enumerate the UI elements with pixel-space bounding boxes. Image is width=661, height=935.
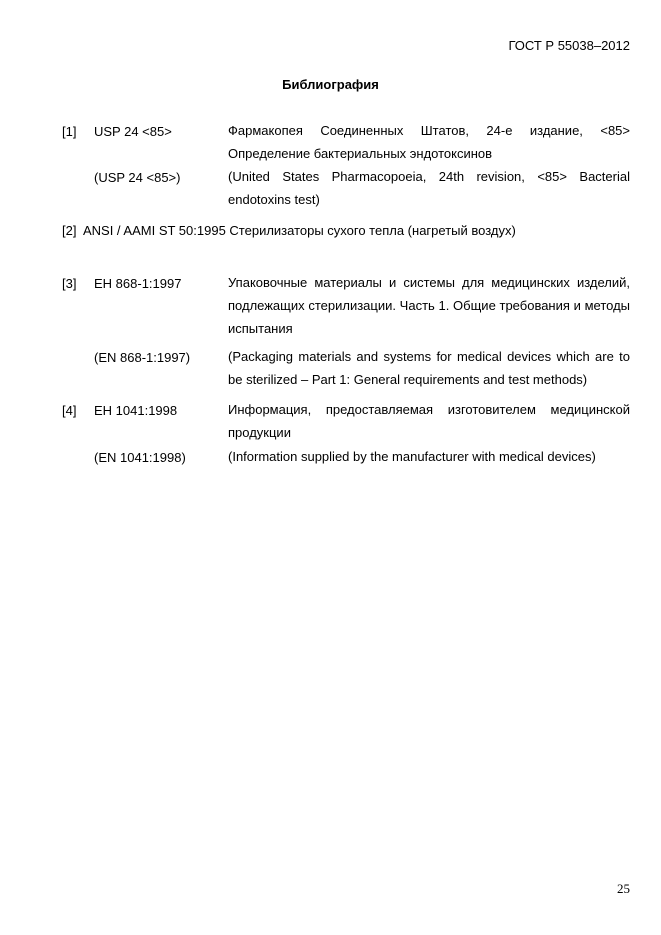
page-title: Библиография: [282, 77, 379, 92]
entry-4-number: [4]: [62, 403, 77, 418]
entry-3-description: Упаковочные материалы и системы для медицинских изделий, подлежащих стерилизации. Часть 1. Общие требования и методы испытания: [228, 275, 630, 336]
entry-1-number: [1]: [62, 124, 77, 139]
document-code-header: ГОСТ Р 55038–2012: [508, 38, 630, 53]
entry-4-description: Информация, предоставляемая изготовителем медицинской продукции: [228, 402, 630, 440]
entry-4-alt-description: (Information supplied by the manufacturer with medical devices): [228, 449, 596, 464]
entry-3-number: [3]: [62, 276, 77, 291]
entry-1-alt-description: (United States Pharmacopoeia, 24th revision, <85> Bacterial endotoxins test): [228, 169, 630, 207]
entry-3-code: ЕН 868-1:1997: [94, 276, 182, 291]
entry-1-code: USP 24 <85>: [94, 124, 172, 139]
entry-3-alt-description: (Packaging materials and systems for medical devices which are to be sterilized – Part 1: General requirements and test methods): [228, 349, 630, 387]
page-number: 25: [617, 881, 630, 896]
entry-4-alt-code: (EN 1041:1998): [94, 450, 186, 465]
entry-2-line: [2] ANSI / AAMI ST 50:1995 Стерилизаторы сухого тепла (нагретый воздух): [62, 223, 516, 238]
entry-3-alt-code: (EN 868-1:1997): [94, 350, 191, 365]
entry-4-code: ЕН 1041:1998: [94, 403, 178, 418]
entry-1-description: Фармакопея Соединенных Штатов, 24-е издание, <85> Определение бактериальных эндотоксинов: [228, 123, 630, 161]
entry-1-alt-code: (USP 24 <85>): [94, 170, 181, 185]
